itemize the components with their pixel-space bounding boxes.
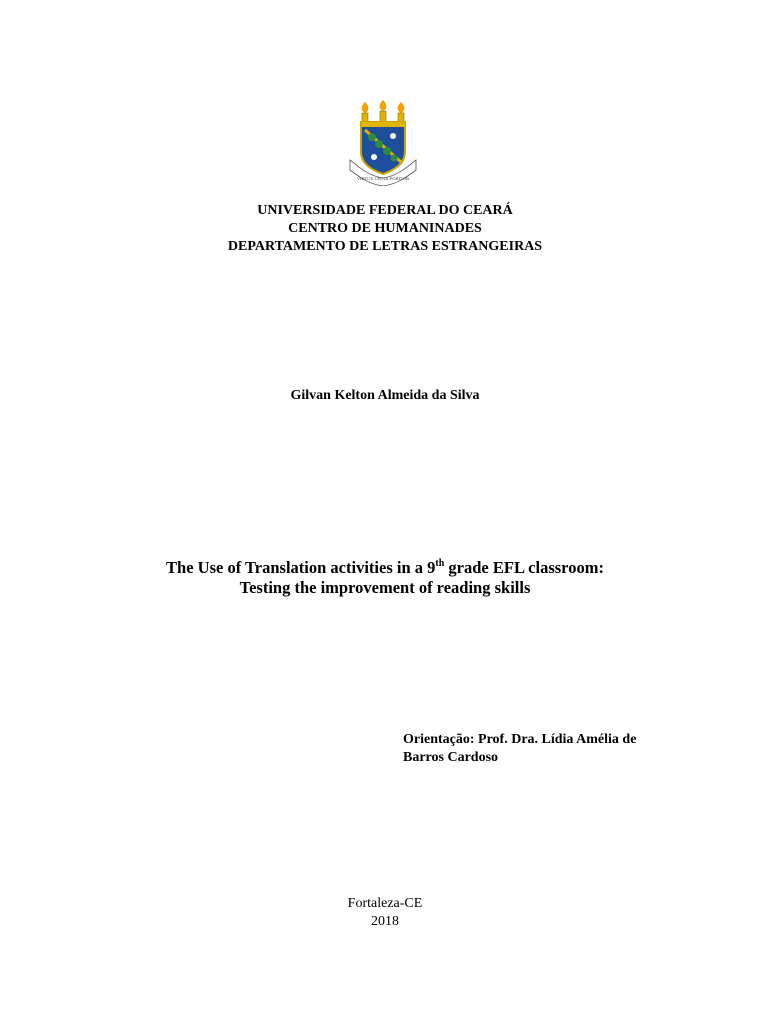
shield bbox=[361, 122, 405, 174]
year: 2018 bbox=[371, 914, 399, 929]
department-name: DEPARTAMENTO DE LETRAS ESTRANGEIRAS bbox=[227, 239, 543, 254]
advisor-block bbox=[403, 731, 693, 767]
torch-left bbox=[362, 102, 369, 123]
city: Fortaleza-CE bbox=[347, 896, 423, 911]
center-name: CENTRO DE HUMANINADES bbox=[288, 221, 482, 236]
advisor-line-2: Barros Cardoso bbox=[403, 750, 499, 765]
thesis-title bbox=[0, 558, 770, 598]
institution-header bbox=[0, 202, 770, 256]
university-coat-of-arms-icon bbox=[348, 100, 418, 186]
author-name: Gilvan Kelton Almeida da Silva bbox=[290, 388, 480, 403]
torch-center bbox=[380, 100, 387, 123]
svg-text:VIRTUS UNITA FORTIOR: VIRTUS UNITA FORTIOR bbox=[356, 176, 410, 181]
university-name: UNIVERSIDADE FEDERAL DO CEARÁ bbox=[257, 203, 513, 218]
title-line-1 bbox=[0, 558, 770, 578]
title-line-1-end: grade EFL classroom: bbox=[444, 558, 604, 577]
title-line-1-start: The Use of Translation activities in a 9 bbox=[166, 558, 436, 577]
advisor-line-1: Orientação: Prof. Dra. Lídia Amélia de bbox=[403, 732, 637, 747]
place-and-date bbox=[0, 895, 770, 931]
title-ordinal-suffix: th bbox=[435, 557, 445, 569]
torch-right bbox=[398, 102, 405, 123]
title-line-2: Testing the improvement of reading skills bbox=[239, 578, 531, 597]
